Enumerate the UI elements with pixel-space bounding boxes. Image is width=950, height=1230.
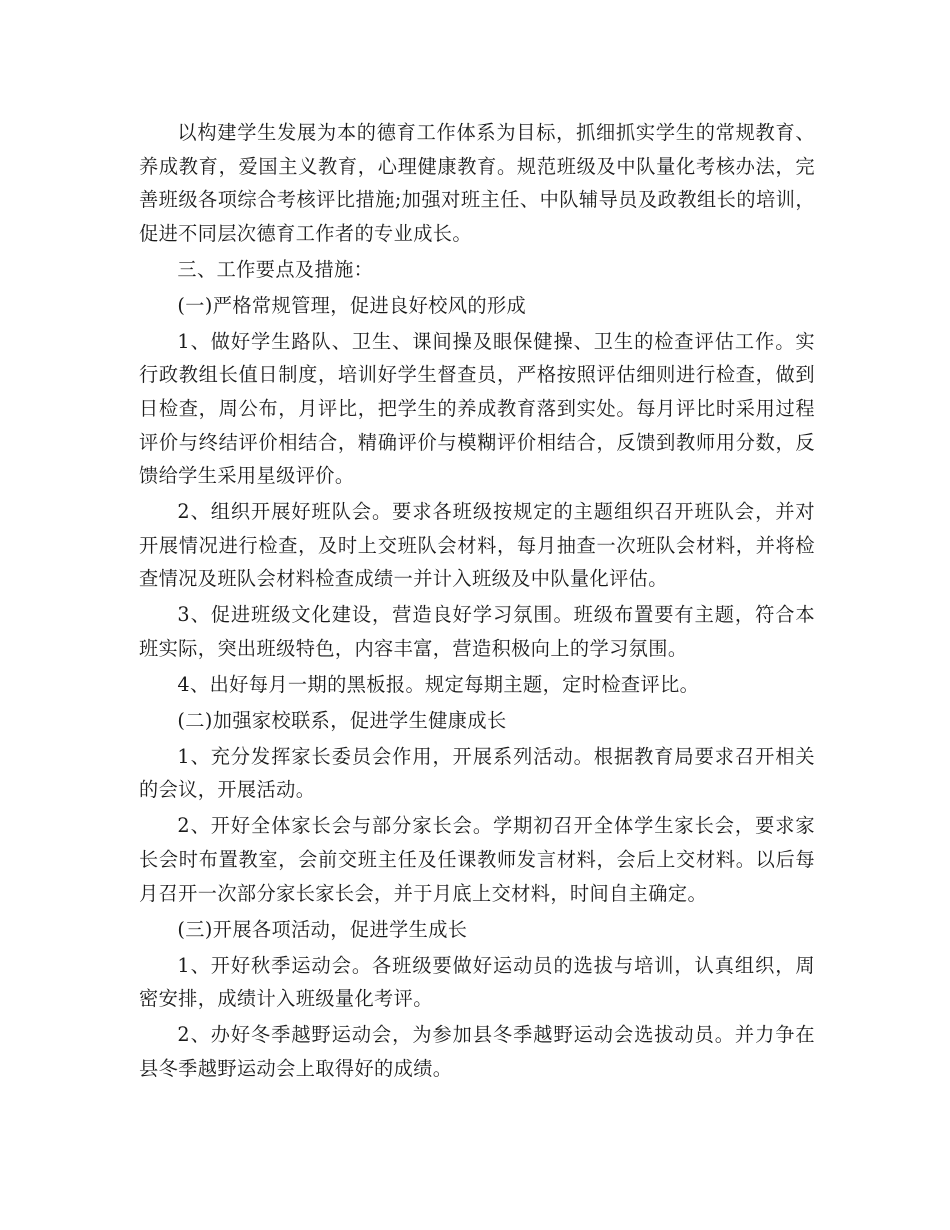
paragraph-goal: 以构建学生发展为本的德育工作体系为目标，抓细抓实学生的常规教育、养成教育，爱国主义教育，心理健康教育。规范班级及中队量化考核办法，完善班级各项综合考核评比措施;加强对班主任、中队辅导员及政教组长的培训，促进不同层次德育工作者的专业成长。: [139, 121, 815, 245]
paragraph-inspection-work: 1、做好学生路队、卫生、课间操及眼保健操、卫生的检查评估工作。实行政教组长值日制度，培训好学生督查员，严格按照评估细则进行检查，做到日检查，周公布，月评比，把学生的养成教育落到实处。每月评比时采用过程评价与终结评价相结合，精确评价与模糊评价相结合，反馈到教师用分数，反馈给学生采用星级评价。: [139, 329, 815, 488]
subheading-routine-management: (一)严格常规管理，促进良好校风的形成: [177, 293, 527, 317]
section-heading-key-points: 三、工作要点及措施：: [177, 257, 374, 281]
paragraph-class-culture: 3、促进班级文化建设，营造良好学习氛围。班级布置要有主题，符合本班实际，突出班级特色，内容丰富，营造积极向上的学习氛围。: [139, 603, 815, 660]
document-body: [139, 116, 815, 1088]
paragraph-parent-committee: 1、充分发挥家长委员会作用，开展系列活动。根据教育局要求召开相关的会议，开展活动。: [139, 744, 815, 802]
paragraph-parent-meetings: 2、开好全体家长会与部分家长会。学期初召开全体学生家长会，要求家长会时布置教室，会前交班主任及任课教师发言材料，会后上交材料。以后每月召开一次部分家长家长会，并于月底上交材料，时间自主确定。: [139, 814, 815, 905]
paragraph-blackboard: 4、出好每月一期的黑板报。规定每期主题，定时检查评比。: [177, 672, 700, 696]
paragraph-winter-crosscountry: 2、办好冬季越野运动会，为参加县冬季越野运动会选拔动员。并力争在县冬季越野运动会上取得好的成绩。: [139, 1023, 815, 1080]
subheading-activities: (三)开展各项活动，促进学生成长: [177, 917, 468, 941]
paragraph-autumn-sports: 1、开好秋季运动会。各班级要做好运动员的选拔与培训，认真组织，周密安排，成绩计入班级量化考评。: [139, 953, 815, 1011]
subheading-home-school: (二)加强家校联系，促进学生健康成长: [177, 708, 507, 732]
paragraph-class-meeting: 2、组织开展好班队会。要求各班级按规定的主题组织召开班队会，并对开展情况进行检查，及时上交班队会材料，每月抽查一次班队会材料，并将检查情况及班队会材料检查成绩一并计入班级及中队量化评估。: [139, 500, 815, 591]
